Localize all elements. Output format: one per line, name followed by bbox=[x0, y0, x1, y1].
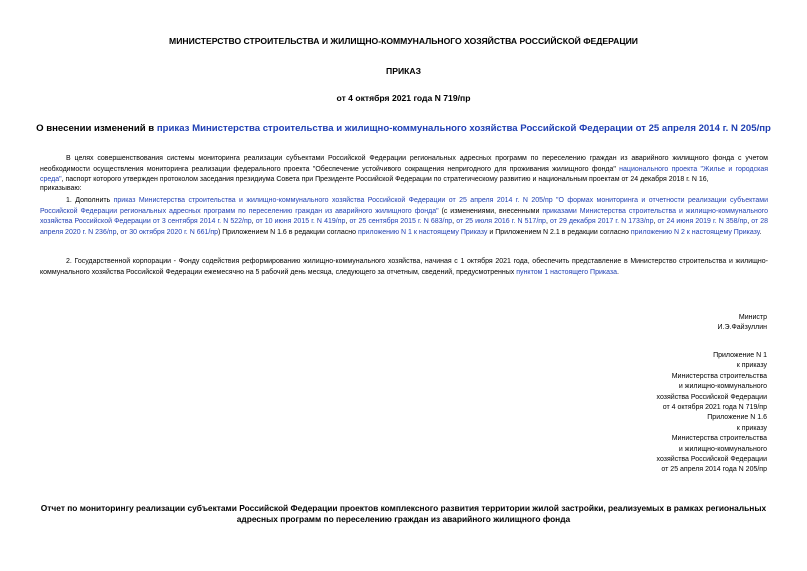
order-1733-link[interactable]: от 29 декабря 2017 г. N 1733/пр bbox=[550, 218, 654, 226]
national-project-link[interactable]: национального проекта "Жилье и городская среда" bbox=[40, 165, 768, 184]
item1-text-c: , bbox=[251, 218, 256, 226]
item2-text: 2. Государственной корпорации - Фонду содействия реформированию жилищно-коммунального хозяйства, начиная с 1 октября 2021 года, обеспечить представление в Министерство строительства и жилищно-коммунального хозяйства Российской Федерации ежемесячно на 5 рабочий день месяца, следующего за отчетным, сведений, предусмотренных bbox=[40, 258, 768, 276]
paragraph-item-2 bbox=[40, 257, 768, 278]
item1-text-k: и Приложением N 2.1 в редакции согласно bbox=[487, 228, 631, 236]
appendix-line: Приложение N 1.6 bbox=[707, 414, 767, 422]
appendix-line: от 4 октября 2021 года N 719/пр bbox=[662, 404, 767, 412]
appendix-line: Приложение N 1 bbox=[713, 352, 767, 359]
order-236-link[interactable]: от 28 апреля 2020 г. N 236/пр bbox=[40, 218, 769, 236]
report-title: Отчет по мониторингу реализации субъектами Российской Федерации проектов комплексного развития территории жилой застройки, реализуемых в рамках региональных адресных программ по переселению граждан из аварийного жилищного фонда bbox=[40, 503, 767, 524]
paragraph-order-word: приказываю: bbox=[40, 185, 82, 192]
appendix-line: от 25 апреля 2014 года N 205/пр bbox=[661, 466, 767, 474]
item1-text-l: . bbox=[759, 228, 762, 236]
signature-name: И.Э.Файзуллин bbox=[717, 324, 767, 331]
paragraph-item-1 bbox=[40, 196, 768, 238]
item1-text-g: , bbox=[653, 218, 658, 226]
doc-title-prefix: О внесении изменений в bbox=[36, 123, 157, 134]
appendix-1-link[interactable]: приложению N 1 к настоящему Приказу bbox=[357, 228, 488, 236]
item1-text-i: , bbox=[116, 228, 121, 236]
item1-text-d: , bbox=[345, 218, 350, 226]
item1-text-b: (с изменениями, внесенными bbox=[438, 207, 543, 215]
item1-text-f: , bbox=[545, 218, 551, 226]
order-205-link[interactable]: приказ Министерства строительства и жилищно-коммунального хозяйства Российской Федерации от 25 апреля 2014 г. N 205/пр "О формах мониторинга и отчетности реализации субъектами Российской Федерации региональных адресных программ по переселению граждан из аварийного жилищного фонда" bbox=[40, 197, 768, 215]
ministry-heading: МИНИСТЕРСТВО СТРОИТЕЛЬСТВА И ЖИЛИЩНО-КОММУНАЛЬНОГО ХОЗЯЙСТВА РОССИЙСКОЙ ФЕДЕРАЦИИ bbox=[169, 36, 638, 46]
item1-text-e: , bbox=[452, 218, 457, 226]
doc-title bbox=[0, 123, 807, 134]
order-419-link[interactable]: от 10 июня 2015 г. N 419/пр bbox=[255, 218, 346, 226]
signature-role: Министр bbox=[738, 314, 767, 321]
paragraph-preamble bbox=[40, 154, 768, 186]
appendix-2-link[interactable]: приложению N 2 к настоящему Приказу bbox=[630, 228, 760, 236]
clause-1-link[interactable]: пунктом 1 настоящего Приказа bbox=[516, 268, 618, 276]
order-661-link[interactable]: от 30 октября 2020 г. N 661/пр bbox=[120, 228, 218, 236]
appendix-line: Министерства строительства bbox=[671, 372, 767, 380]
appendix-line: хозяйства Российской Федерации bbox=[656, 393, 767, 401]
order-683-link[interactable]: от 25 сентября 2015 г. N 683/пр bbox=[349, 218, 453, 226]
appendix-line: к приказу bbox=[736, 424, 767, 432]
order-522-link[interactable]: приказами Министерства строительства и жилищно-коммунального хозяйства Российской Федерации от 3 сентября 2014 г. N 522/пр bbox=[40, 207, 769, 226]
order-358-link[interactable]: от 24 июня 2019 г. N 358/пр bbox=[657, 218, 748, 226]
preamble-tail: , паспорт которого утвержден протоколом заседания президиума Совета при Президенте Российской Федерации по стратегическому развитию и национальным проектам от 24 декабря 2018 г. N 16, bbox=[61, 176, 709, 184]
doc-title-link[interactable]: приказ Министерства строительства и жилищно-коммунального хозяйства Российской Федерации от 25 апреля 2014 г. N 205/пр bbox=[156, 123, 771, 134]
doc-type-heading: ПРИКАЗ bbox=[386, 66, 421, 76]
appendix-line: к приказу bbox=[736, 362, 767, 370]
preamble-text: В целях совершенствования системы мониторинга реализации субъектами Российской Федерации региональных адресных программ по переселению граждан из аварийного жилищного фонда с учетом необходимости осуществления мониторинга реализации федерального проекта "Обеспечение устойчивого сокращения непригодного для проживания жилищного фонда" bbox=[40, 155, 768, 173]
appendix-line: и жилищно-коммунального bbox=[678, 445, 767, 453]
signature-block bbox=[718, 313, 768, 333]
appendix-line: Министерства строительства bbox=[671, 435, 767, 443]
item2-tail: . bbox=[617, 268, 619, 276]
appendix-line: и жилищно-коммунального bbox=[678, 383, 767, 391]
order-517-link[interactable]: от 25 июля 2016 г. N 517/пр bbox=[456, 218, 546, 226]
appendix-line: хозяйства Российской Федерации bbox=[656, 456, 767, 464]
doc-date-number: от 4 октября 2021 года N 719/пр bbox=[336, 93, 471, 103]
appendix-header-block bbox=[657, 351, 767, 476]
item1-text-h: , bbox=[747, 218, 752, 226]
item1-text-j: ) Приложением N 1.6 в редакции согласно bbox=[218, 228, 358, 236]
item1-text-a: 1. Дополнить bbox=[66, 197, 114, 204]
